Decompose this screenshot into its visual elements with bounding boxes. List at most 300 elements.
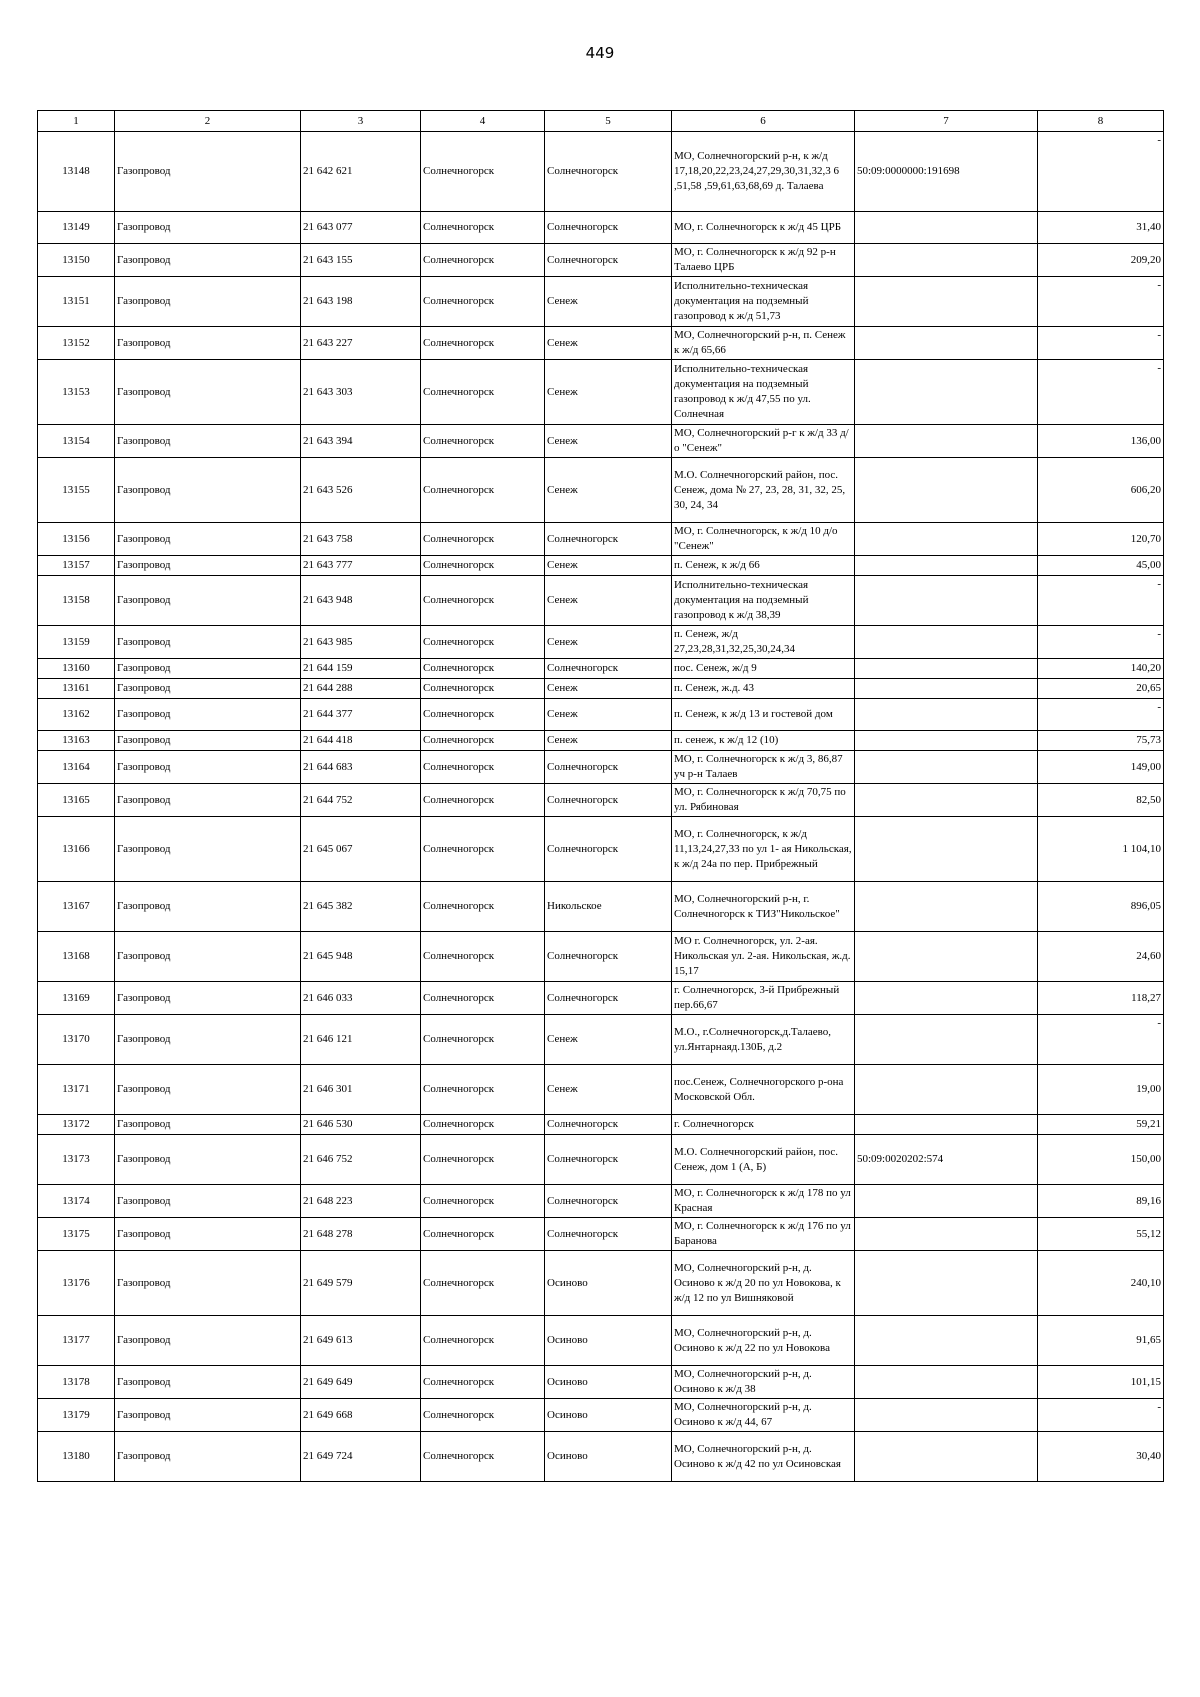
- record-number: 13172: [62, 1118, 90, 1130]
- inventory-code-cell: [301, 1251, 421, 1316]
- length-value-cell: [1038, 731, 1164, 751]
- cadastral-number-cell: [855, 1135, 1038, 1185]
- locality: Солнечногорск: [547, 1194, 619, 1207]
- inventory-code: 21 643 526: [303, 483, 353, 496]
- address: МО, Солнечногорский р-н, г. Солнечногорск к ТИЗ"Никольское": [674, 892, 840, 920]
- record-number: 13164: [62, 760, 90, 773]
- address-cell: [672, 576, 855, 626]
- length-value: -: [1157, 701, 1161, 713]
- address-cell: [672, 1185, 855, 1218]
- locality: Солнечногорск: [547, 221, 619, 233]
- inventory-code-cell: [301, 425, 421, 458]
- table-row: [38, 458, 1164, 523]
- district: Солнечногорск: [423, 336, 495, 349]
- address-cell: [672, 1251, 855, 1316]
- locality-cell: [545, 1251, 672, 1316]
- table-row: [38, 425, 1164, 458]
- district-cell: [421, 1399, 545, 1432]
- length-value-cell: [1038, 659, 1164, 679]
- address: г. Солнечногорск, 3-й Прибрежный пер.66,67: [674, 984, 840, 1011]
- inventory-code: 21 643 077: [303, 221, 353, 233]
- district: Солнечногорск: [423, 559, 495, 571]
- length-value-cell: [1038, 244, 1164, 277]
- district: Солнечногорск: [423, 950, 495, 962]
- address: МО, г. Солнечногорск к ж/д 92 р-н Талаево ЦРБ: [674, 246, 836, 273]
- object-name-cell: [115, 626, 301, 659]
- length-value-cell: [1038, 1185, 1164, 1218]
- object-name: Газопровод: [117, 708, 171, 720]
- address-cell: [672, 1115, 855, 1135]
- record-number-cell: [38, 817, 115, 882]
- record-number-cell: [38, 1185, 115, 1218]
- district-cell: [421, 731, 545, 751]
- table-row: [38, 327, 1164, 360]
- locality: Солнечногорск: [547, 1153, 619, 1165]
- locality-cell: [545, 932, 672, 982]
- inventory-code: 21 648 278: [303, 1227, 353, 1240]
- object-name-cell: [115, 212, 301, 244]
- district: Солнечногорск: [423, 1334, 495, 1346]
- record-number: 13158: [62, 594, 90, 606]
- district-cell: [421, 576, 545, 626]
- record-number-cell: [38, 458, 115, 523]
- district: Солнечногорск: [423, 1227, 495, 1240]
- district: Солнечногорск: [423, 900, 495, 912]
- address: МО, Солнечногорский р-н, д. Осиново к ж/д 38: [674, 1368, 812, 1395]
- object-name: Газопровод: [117, 385, 171, 398]
- locality: Солнечногорск: [547, 950, 619, 962]
- inventory-code-cell: [301, 1366, 421, 1399]
- inventory-code: 21 643 777: [303, 559, 353, 571]
- district: Солнечногорск: [423, 221, 495, 233]
- district-cell: [421, 458, 545, 523]
- inventory-code-cell: [301, 1115, 421, 1135]
- inventory-code: 21 646 121: [303, 1033, 353, 1045]
- address-cell: [672, 1218, 855, 1251]
- address: Исполнительно-техническая документация на подземный газопровод к ж/д 47,55 по ул. Солнечная: [674, 363, 811, 420]
- locality-cell: [545, 699, 672, 731]
- object-name-cell: [115, 1251, 301, 1316]
- address: п. Сенеж, ж/д 27,23,28,31,32,25,30,24,34: [674, 628, 795, 655]
- cadastral-number-cell: [855, 327, 1038, 360]
- record-number-cell: [38, 327, 115, 360]
- length-value-cell: [1038, 1432, 1164, 1482]
- record-number-cell: [38, 1015, 115, 1065]
- locality-cell: [545, 626, 672, 659]
- district-cell: [421, 784, 545, 817]
- table-row: [38, 1015, 1164, 1065]
- locality: Осиново: [547, 1276, 588, 1289]
- district: Солнечногорск: [423, 682, 495, 694]
- locality-cell: [545, 784, 672, 817]
- address: М.О., г.Солнечногорск,д.Талаево, ул.Янтарнаяд.130Б, д.2: [674, 1025, 831, 1053]
- address-cell: [672, 751, 855, 784]
- object-name-cell: [115, 360, 301, 425]
- address: МО, г. Солнечногорск к ж/д 176 по ул Баранова: [674, 1220, 851, 1247]
- inventory-code: 21 644 752: [303, 793, 353, 806]
- district-cell: [421, 1218, 545, 1251]
- length-value-cell: [1038, 277, 1164, 327]
- cadastral-number-cell: [855, 882, 1038, 932]
- district: Солнечногорск: [423, 1118, 495, 1130]
- record-number-cell: [38, 1135, 115, 1185]
- object-name: Газопровод: [117, 950, 171, 962]
- district: Солнечногорск: [423, 635, 495, 648]
- address-cell: [672, 982, 855, 1015]
- locality: Солнечногорск: [547, 662, 619, 674]
- inventory-code: 21 643 948: [303, 594, 353, 606]
- length-value-cell: [1038, 458, 1164, 523]
- inventory-code: 21 643 303: [303, 385, 353, 398]
- address-cell: [672, 932, 855, 982]
- district-cell: [421, 523, 545, 556]
- object-name-cell: [115, 327, 301, 360]
- table-row: [38, 244, 1164, 277]
- length-value: -: [1157, 578, 1161, 590]
- district-cell: [421, 699, 545, 731]
- length-value: 55,12: [1136, 1227, 1161, 1240]
- district-cell: [421, 1135, 545, 1185]
- record-number-cell: [38, 576, 115, 626]
- address: п. сенеж, к ж/д 12 (10): [674, 734, 779, 746]
- object-name: Газопровод: [117, 900, 171, 912]
- column-header: 2: [115, 111, 301, 132]
- address: МО, Солнечногорский р-н, д. Осиново к ж/д 42 по ул Осиновская: [674, 1442, 841, 1470]
- address-cell: [672, 556, 855, 576]
- length-value: 19,00: [1136, 1083, 1161, 1095]
- inventory-code: 21 644 683: [303, 760, 353, 773]
- record-number-cell: [38, 1366, 115, 1399]
- object-name: Газопровод: [117, 594, 171, 606]
- length-value: 118,27: [1131, 991, 1161, 1004]
- cadastral-number-cell: [855, 817, 1038, 882]
- inventory-code-cell: [301, 132, 421, 212]
- inventory-code-cell: [301, 556, 421, 576]
- address: МО, Солнечногорский р-н, д. Осиново к ж/д 44, 67: [674, 1401, 812, 1428]
- cadastral-number-cell: [855, 212, 1038, 244]
- record-number-cell: [38, 982, 115, 1015]
- locality: Осиново: [547, 1334, 588, 1346]
- address-cell: [672, 626, 855, 659]
- object-name: Газопровод: [117, 1153, 171, 1165]
- inventory-code-cell: [301, 982, 421, 1015]
- object-name: Газопровод: [117, 1408, 171, 1421]
- record-number-cell: [38, 731, 115, 751]
- district-cell: [421, 659, 545, 679]
- object-name: Газопровод: [117, 635, 171, 648]
- inventory-code: 21 643 758: [303, 532, 353, 545]
- address-cell: [672, 1366, 855, 1399]
- inventory-code: 21 649 724: [303, 1450, 353, 1462]
- record-number: 13173: [62, 1153, 90, 1165]
- inventory-code-cell: [301, 523, 421, 556]
- column-header: 4: [421, 111, 545, 132]
- record-number: 13155: [62, 483, 90, 496]
- address-cell: [672, 1316, 855, 1366]
- object-name-cell: [115, 982, 301, 1015]
- cadastral-number-cell: [855, 1316, 1038, 1366]
- object-name: Газопровод: [117, 221, 171, 233]
- address-cell: [672, 212, 855, 244]
- district-cell: [421, 277, 545, 327]
- address: МО, г. Солнечногорск к ж/д 70,75 по ул. Рябиновая: [674, 786, 846, 813]
- object-name: Газопровод: [117, 793, 171, 806]
- cadastral-number-cell: [855, 1065, 1038, 1115]
- locality: Сенеж: [547, 385, 578, 398]
- length-value: 31,40: [1136, 221, 1161, 233]
- object-name: Газопровод: [117, 760, 171, 773]
- table-row: [38, 626, 1164, 659]
- length-value-cell: [1038, 1218, 1164, 1251]
- object-name-cell: [115, 699, 301, 731]
- length-value: 209,20: [1130, 253, 1161, 266]
- object-name: Газопровод: [117, 1033, 171, 1045]
- locality: Сенеж: [547, 295, 578, 307]
- record-number: 13169: [62, 991, 90, 1004]
- length-value: -: [1157, 1017, 1161, 1029]
- table-row: [38, 751, 1164, 784]
- record-number: 13178: [62, 1375, 90, 1388]
- locality-cell: [545, 1218, 672, 1251]
- address-cell: [672, 458, 855, 523]
- record-number-cell: [38, 679, 115, 699]
- address: МО, Солнечногорский р-н, д. Осиново к ж/д 22 по ул Новокова: [674, 1326, 830, 1354]
- address: Исполнительно-техническая документация на подземный газопровод к ж/д 38,39: [674, 579, 809, 621]
- table-row: [38, 784, 1164, 817]
- inventory-code: 21 648 223: [303, 1194, 353, 1207]
- record-number-cell: [38, 1316, 115, 1366]
- district: Солнечногорск: [423, 662, 495, 674]
- district-cell: [421, 360, 545, 425]
- address: МО, г. Солнечногорск к ж/д 45 ЦРБ: [674, 221, 842, 233]
- record-number: 13162: [62, 708, 90, 720]
- record-number: 13148: [62, 165, 90, 177]
- length-value: 896,05: [1130, 900, 1161, 912]
- inventory-code: 21 644 377: [303, 708, 353, 720]
- length-value-cell: [1038, 576, 1164, 626]
- object-name-cell: [115, 679, 301, 699]
- address-cell: [672, 327, 855, 360]
- cadastral-number-cell: [855, 277, 1038, 327]
- inventory-code: 21 643 394: [303, 434, 353, 447]
- length-value-cell: [1038, 699, 1164, 731]
- cadastral-number-cell: [855, 360, 1038, 425]
- district: Солнечногорск: [423, 1276, 495, 1289]
- inventory-code: 21 646 033: [303, 991, 353, 1004]
- length-value: 140,20: [1130, 662, 1161, 674]
- length-value-cell: [1038, 1399, 1164, 1432]
- inventory-code: 21 644 159: [303, 662, 353, 674]
- district: Солнечногорск: [423, 1375, 495, 1388]
- object-name-cell: [115, 1399, 301, 1432]
- length-value: 24,60: [1136, 950, 1161, 962]
- inventory-code: 21 649 649: [303, 1375, 353, 1388]
- length-value-cell: [1038, 1115, 1164, 1135]
- length-value-cell: [1038, 556, 1164, 576]
- district-cell: [421, 556, 545, 576]
- record-number: 13152: [62, 336, 90, 349]
- cadastral-number: 50:09:0000000:191698: [857, 165, 960, 177]
- address: МО г. Солнечногорск, ул. 2-ая. Никольская ул. 2-ая. Никольская, ж.д. 15,17: [674, 935, 851, 977]
- column-header: 3: [301, 111, 421, 132]
- cadastral-number-cell: [855, 1218, 1038, 1251]
- length-value-cell: [1038, 817, 1164, 882]
- cadastral-number-cell: [855, 784, 1038, 817]
- record-number-cell: [38, 1432, 115, 1482]
- cadastral-number-cell: [855, 626, 1038, 659]
- length-value: -: [1157, 362, 1161, 374]
- length-value: 150,00: [1130, 1153, 1161, 1165]
- cadastral-number-cell: [855, 1251, 1038, 1316]
- object-name: Газопровод: [117, 1450, 171, 1462]
- length-value-cell: [1038, 212, 1164, 244]
- cadastral-number-cell: [855, 1185, 1038, 1218]
- column-header: 6: [672, 111, 855, 132]
- length-value-cell: [1038, 784, 1164, 817]
- locality: Сенеж: [547, 635, 578, 648]
- object-name: Газопровод: [117, 483, 171, 496]
- cadastral-number-cell: [855, 659, 1038, 679]
- district-cell: [421, 425, 545, 458]
- locality-cell: [545, 1366, 672, 1399]
- address: МО, Солнечногорский р-н, к ж/д 17,18,20,22,23,24,27,29,30,31,32,3 6 ,51,58 ,59,61,63,68,69 д. Талаева: [674, 150, 839, 192]
- locality: Солнечногорск: [547, 760, 619, 773]
- district: Солнечногорск: [423, 434, 495, 447]
- record-number-cell: [38, 784, 115, 817]
- locality-cell: [545, 576, 672, 626]
- inventory-code-cell: [301, 1316, 421, 1366]
- object-name-cell: [115, 731, 301, 751]
- length-value: 240,10: [1130, 1276, 1161, 1289]
- cadastral-number-cell: [855, 751, 1038, 784]
- inventory-code-cell: [301, 932, 421, 982]
- table-row: [38, 1218, 1164, 1251]
- length-value: 89,16: [1136, 1194, 1161, 1207]
- length-value: 606,20: [1130, 483, 1161, 496]
- object-name: Газопровод: [117, 253, 171, 266]
- locality-cell: [545, 731, 672, 751]
- district-cell: [421, 1115, 545, 1135]
- object-name-cell: [115, 458, 301, 523]
- record-number-cell: [38, 244, 115, 277]
- record-number: 13150: [62, 253, 90, 266]
- inventory-code: 21 646 301: [303, 1083, 353, 1095]
- object-name: Газопровод: [117, 1194, 171, 1207]
- locality-cell: [545, 1135, 672, 1185]
- address-cell: [672, 699, 855, 731]
- address: МО, Солнечногорский р-н, д. Осиново к ж/д 20 по ул Новокова, к ж/д 12 по ул Вишняковой: [674, 1261, 841, 1304]
- address-cell: [672, 360, 855, 425]
- length-value-cell: [1038, 751, 1164, 784]
- district-cell: [421, 132, 545, 212]
- address-cell: [672, 731, 855, 751]
- address-cell: [672, 1135, 855, 1185]
- locality: Сенеж: [547, 483, 578, 496]
- district-cell: [421, 817, 545, 882]
- inventory-code-cell: [301, 1135, 421, 1185]
- length-value: -: [1157, 134, 1161, 146]
- locality-cell: [545, 1399, 672, 1432]
- district: Солнечногорск: [423, 1450, 495, 1462]
- address-cell: [672, 882, 855, 932]
- object-name-cell: [115, 1115, 301, 1135]
- district-cell: [421, 932, 545, 982]
- length-value: 136,00: [1130, 434, 1161, 447]
- table-row: [38, 1065, 1164, 1115]
- record-number: 13167: [62, 900, 90, 912]
- address-cell: [672, 1399, 855, 1432]
- table-row: [38, 679, 1164, 699]
- district: Солнечногорск: [423, 385, 495, 398]
- district: Солнечногорск: [423, 842, 495, 855]
- record-number-cell: [38, 132, 115, 212]
- table-row: [38, 817, 1164, 882]
- cadastral-number-cell: [855, 982, 1038, 1015]
- object-name: Газопровод: [117, 295, 171, 307]
- inventory-code: 21 645 382: [303, 900, 353, 912]
- inventory-code: 21 645 067: [303, 842, 353, 855]
- record-number: 13168: [62, 950, 90, 962]
- length-value-cell: [1038, 425, 1164, 458]
- locality-cell: [545, 1115, 672, 1135]
- inventory-code-cell: [301, 751, 421, 784]
- object-name-cell: [115, 882, 301, 932]
- district: Солнечногорск: [423, 1083, 495, 1095]
- column-header: 5: [545, 111, 672, 132]
- object-name: Газопровод: [117, 842, 171, 855]
- cadastral-number-cell: [855, 1366, 1038, 1399]
- locality: Осиново: [547, 1375, 588, 1388]
- cadastral-number-cell: [855, 244, 1038, 277]
- table-row: [38, 1366, 1164, 1399]
- object-name: Газопровод: [117, 434, 171, 447]
- locality: Солнечногорск: [547, 1227, 619, 1240]
- inventory-code-cell: [301, 659, 421, 679]
- district: Солнечногорск: [423, 295, 495, 307]
- table-row: [38, 1399, 1164, 1432]
- object-name-cell: [115, 576, 301, 626]
- address: М.О. Солнечногорский район, пос. Сенеж, дома № 27, 23, 28, 31, 32, 25, 30, 24, 34: [674, 468, 846, 511]
- address: п. Сенеж, к ж/д 66: [674, 559, 760, 571]
- table-row: [38, 699, 1164, 731]
- inventory-code-cell: [301, 731, 421, 751]
- object-name-cell: [115, 817, 301, 882]
- inventory-code-cell: [301, 626, 421, 659]
- locality: Сенеж: [547, 559, 578, 571]
- cadastral-number: 50:09:0020202:574: [857, 1153, 944, 1165]
- locality: Сенеж: [547, 708, 578, 720]
- address-cell: [672, 425, 855, 458]
- record-number: 13163: [62, 734, 90, 746]
- district-cell: [421, 327, 545, 360]
- inventory-code-cell: [301, 1185, 421, 1218]
- cadastral-number-cell: [855, 556, 1038, 576]
- inventory-code: 21 646 530: [303, 1118, 353, 1130]
- record-number: 13165: [62, 793, 90, 806]
- record-number-cell: [38, 882, 115, 932]
- district: Солнечногорск: [423, 760, 495, 773]
- inventory-code-cell: [301, 817, 421, 882]
- address-cell: [672, 244, 855, 277]
- cadastral-number-cell: [855, 576, 1038, 626]
- address-cell: [672, 523, 855, 556]
- locality: Сенеж: [547, 336, 578, 349]
- inventory-code-cell: [301, 784, 421, 817]
- inventory-code-cell: [301, 360, 421, 425]
- locality-cell: [545, 132, 672, 212]
- locality-cell: [545, 679, 672, 699]
- address-cell: [672, 817, 855, 882]
